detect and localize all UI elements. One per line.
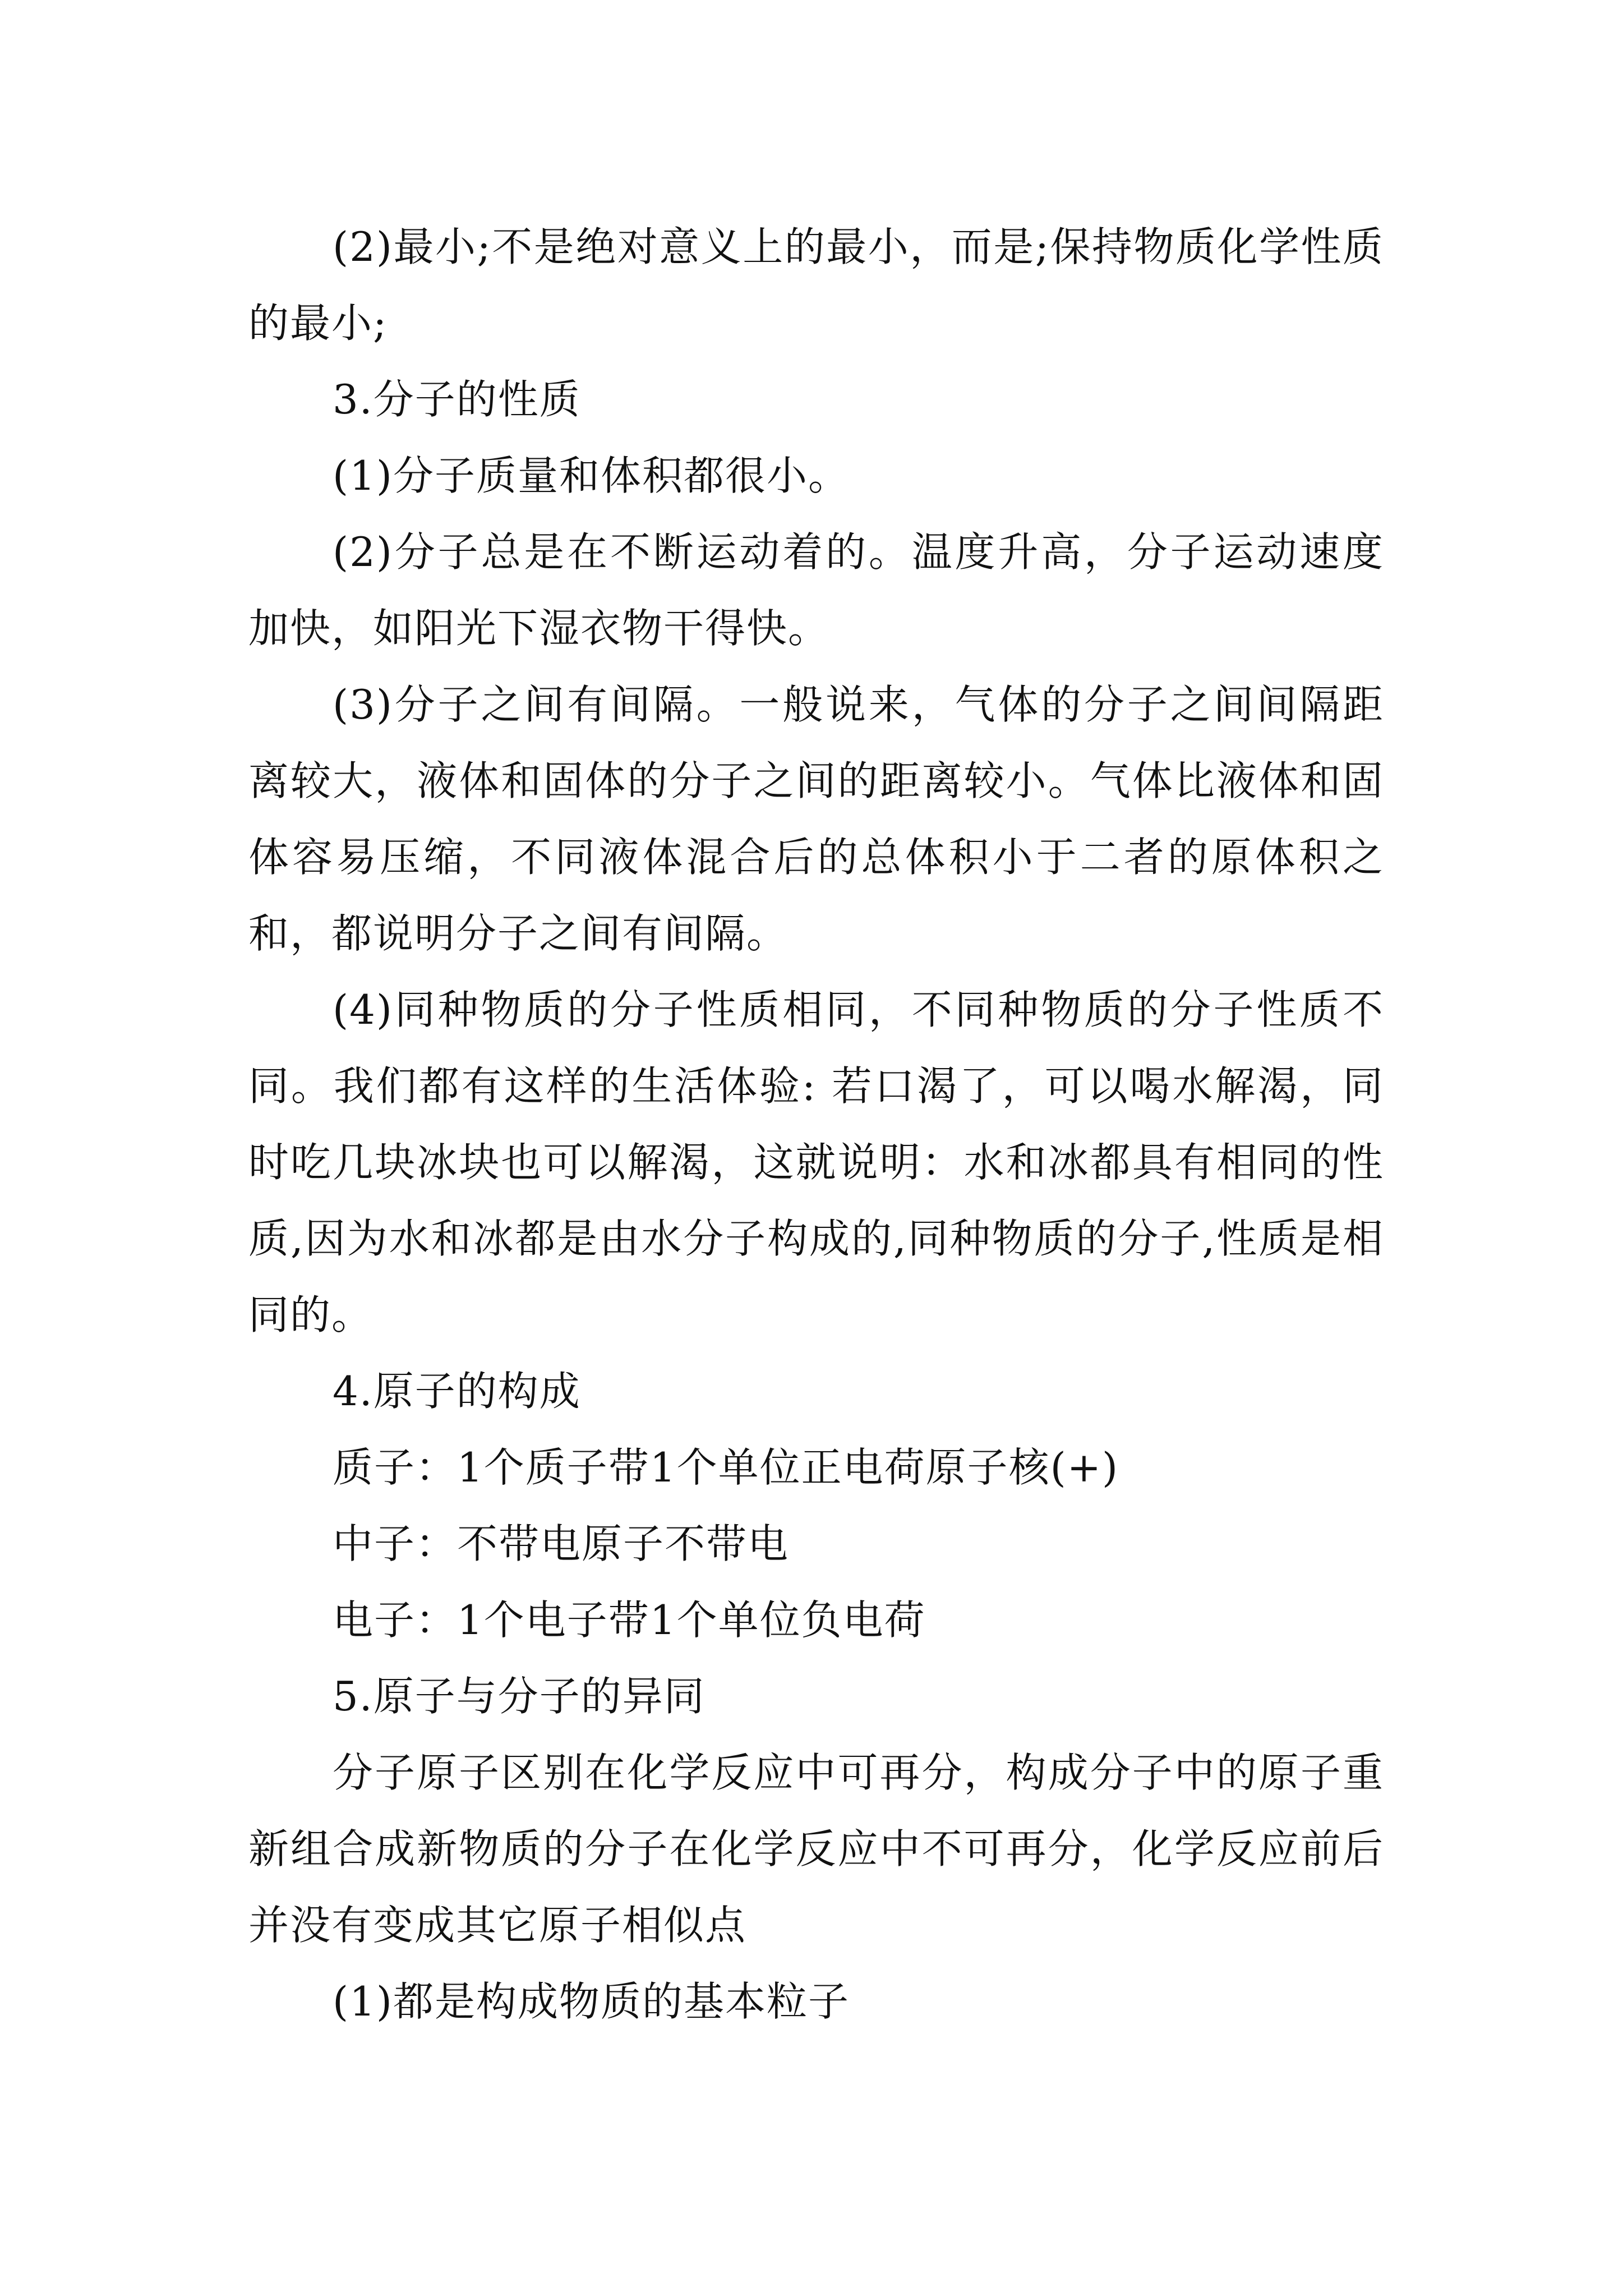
document-body [248, 209, 1384, 2040]
section-heading-atom-vs-molecule: 5.原子与分子的异同 [333, 1673, 706, 1720]
paragraph-same-substance: (4)同种物质的分子性质相同，不同种物质的分子性质不同。我们都有这样的生活体验: 若口渴了，可以喝水解渴，同时吃几块冰块也可以解渴，这就说明：水和冰都具有相同的性质,因为水和冰都是由水分子构成的,同种物质的分子,性质是相同的。 [248, 986, 1384, 1338]
paragraph-molecule-spacing: (3)分子之间有间隔。一般说来，气体的分子之间间隔距离较大，液体和固体的分子之间的距离较小。气体比液体和固体容易压缩，不同液体混合后的总体积小于二者的原体积之和，都说明分子之间有间隔。 [248, 681, 1384, 957]
paragraph-proton: 质子：1个质子带1个单位正电荷原子核(+) [333, 1444, 1119, 1491]
paragraph-electron: 电子：1个电子带1个单位负电荷 [333, 1596, 926, 1644]
paragraph-neutron: 中子：不带电原子不带电 [333, 1520, 790, 1567]
paragraph-similarity-1: (1)都是构成物质的基本粒子 [333, 1978, 850, 2025]
paragraph-molecule-motion: (2)分子总是在不断运动着的。温度升高，分子运动速度加快，如阳光下湿衣物干得快。 [248, 528, 1384, 652]
section-heading-atom-structure: 4.原子的构成 [333, 1368, 581, 1415]
paragraph-molecule-size: (1)分子质量和体积都很小。 [333, 452, 850, 499]
paragraph-difference: 分子原子区别在化学反应中可再分，构成分子中的原子重新组合成新物质的分子在化学反应中不可再分，化学反应前后并没有变成其它原子相似点 [248, 1749, 1384, 1949]
section-heading-molecule-properties: 3.分子的性质 [333, 376, 581, 423]
paragraph-minimal-definition: (2)最小;不是绝对意义上的最小，而是;保持物质化学性质的最小; [248, 223, 1384, 347]
